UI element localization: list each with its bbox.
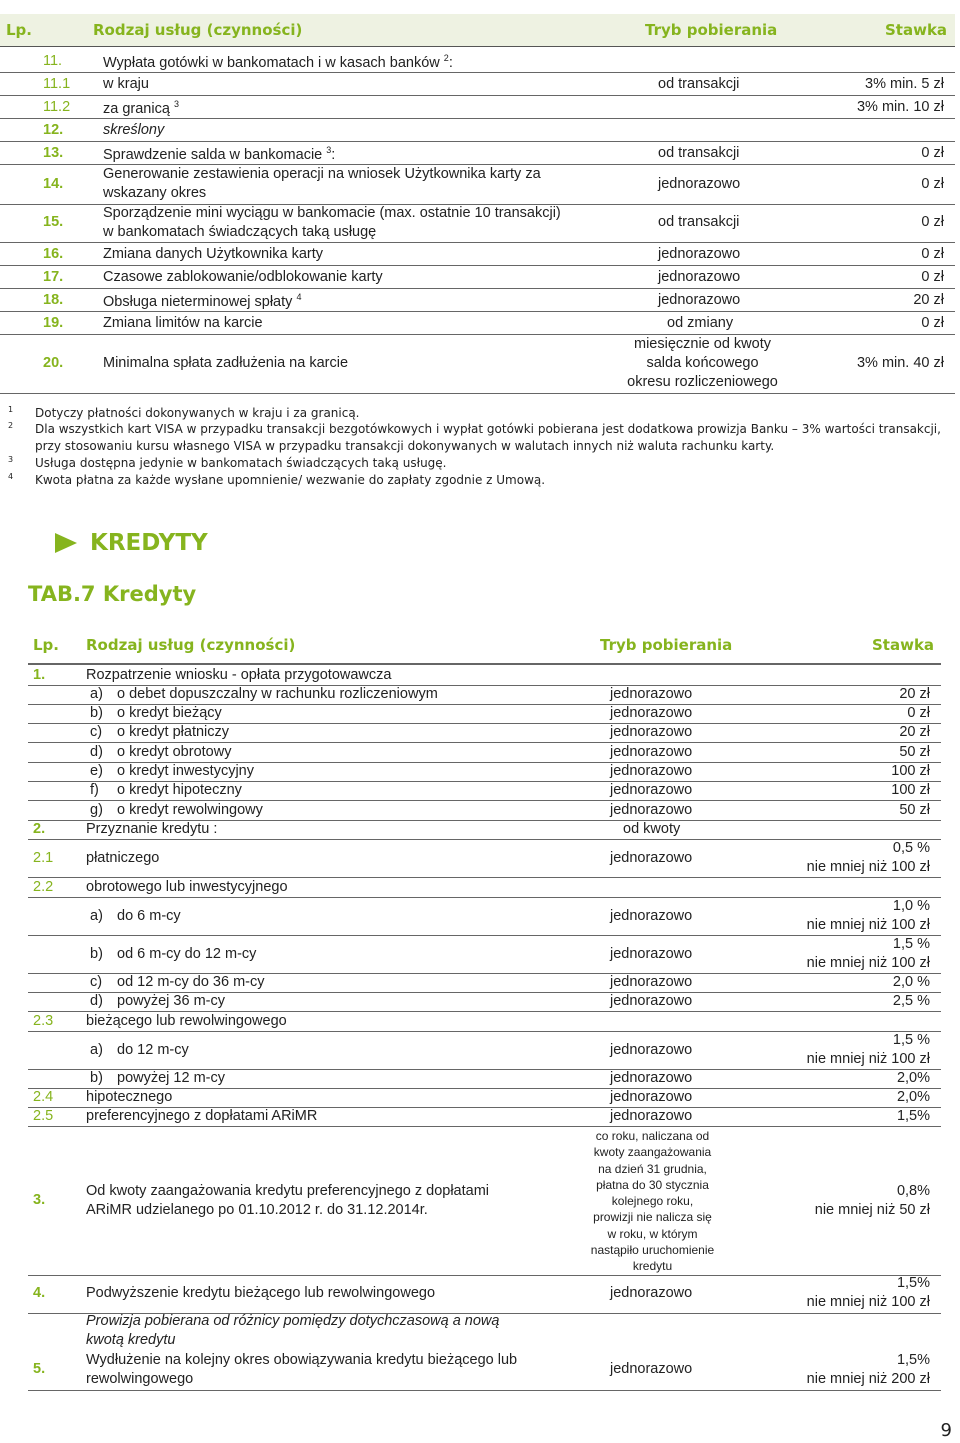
t1-header-service: Rodzaj usług (czynności) <box>93 21 303 39</box>
t2-r2-2a-rate-1: 1,0 % <box>892 898 930 914</box>
t2-r5-note-1: Prowizja pobierana od różnicy pomiędzy dotychczasową a nową <box>86 1313 500 1329</box>
t2-r2-4-rate: 2,0% <box>896 1089 930 1105</box>
t2-r3-mode-line: w roku, w którym <box>607 1226 698 1241</box>
t1-r20-mode-3: okresu rozliczeniowego <box>627 374 778 390</box>
t2-r2-3-lp: 2.3 <box>33 1013 54 1029</box>
t2-r2-2c-rate: 2,0 % <box>892 974 930 990</box>
footnote-4: Kwota płatna za każde wysłane upomnienie/ wezwanie do zapłaty zgodnie z Umową. <box>35 473 546 487</box>
t2-r2-5-lp: 2.5 <box>33 1108 54 1124</box>
t1-r18-mode: jednorazowo <box>658 292 741 308</box>
t2-r1f-rate: 100 zł <box>891 782 930 798</box>
divider <box>0 334 955 335</box>
t2-r2-1-rate-2: nie mniej niż 100 zł <box>806 859 930 875</box>
footnote-3-marker: 3 <box>8 455 14 464</box>
t2-r3-service-1: Od kwoty zaangażowania kredytu preferencyjnego z dopłatami <box>86 1183 490 1199</box>
divider <box>0 72 955 73</box>
t2-r1e-rate: 100 zł <box>891 763 930 779</box>
t2-r4-lp: 4. <box>33 1285 46 1301</box>
t1-r19-mode: od zmiany <box>667 315 734 331</box>
footnote-4-marker: 4 <box>8 472 14 481</box>
t1-r17-mode: jednorazowo <box>658 269 741 285</box>
t1-r17-rate: 0 zł <box>921 269 944 285</box>
t1-r11-2-service: za granicą $^3$ <box>103 99 179 117</box>
t2-r2-mode: od kwoty <box>623 821 681 837</box>
divider <box>0 118 955 119</box>
t2-r2-2d-service: powyżej 36 m-cy <box>117 993 225 1009</box>
t2-r2-3b-service: powyżej 12 m-cy <box>117 1070 225 1086</box>
t2-r1g-mode: jednorazowo <box>610 802 693 818</box>
t1-r16-lp: 16. <box>43 246 64 262</box>
t2-r2-3-service: bieżącego lub rewolwingowego <box>86 1013 287 1029</box>
t2-r1b-rate: 0 zł <box>907 705 930 721</box>
t2-r5-lp: 5. <box>33 1361 46 1377</box>
t2-r1e-mode: jednorazowo <box>610 763 693 779</box>
t2-header-mode: Tryb pobierania <box>600 636 733 654</box>
divider <box>28 935 941 936</box>
t2-r2-2-service: obrotowego lub inwestycyjnego <box>86 879 288 895</box>
t1-header-lp: Lp. <box>6 21 32 39</box>
t1-r16-mode: jednorazowo <box>658 246 741 262</box>
divider <box>0 164 955 165</box>
t1-r11-2-lp: 11.2 <box>43 99 71 115</box>
t2-r1a-mode: jednorazowo <box>610 686 693 702</box>
t2-r2-3a-rate-1: 1,5 % <box>892 1032 930 1048</box>
t1-r19-rate: 0 zł <box>921 315 944 331</box>
t1-r20-rate: 3% min. 40 zł <box>856 355 944 371</box>
t2-r2-lp: 2. <box>33 821 46 837</box>
t2-r1g-service: o kredyt rewolwingowy <box>117 802 263 818</box>
table-title: TAB.7 Kredyty <box>28 582 197 606</box>
divider <box>28 1011 941 1012</box>
t1-r14-service-2: wskazany okres <box>103 185 207 201</box>
t1-r13-mode: od transakcji <box>658 145 740 161</box>
footnote-2-line-2: przy stosowaniu kursu własnego VISA w przypadku transakcji dokonywanych w walutach innych niż waluta rachunku karty. <box>35 439 775 453</box>
t2-r3-mode-line: prowizji nie nalicza się <box>593 1210 712 1225</box>
t2-r1d-rate: 50 zł <box>899 744 930 760</box>
t1-r17-service: Czasowe zablokowanie/odblokowanie karty <box>103 269 383 285</box>
footnote-1-marker: 1 <box>8 405 14 414</box>
t1-r14-lp: 14. <box>43 176 64 192</box>
t1-r14-service-1: Generowanie zestawienia operacji na wniosek Użytkownika karty za <box>103 166 541 182</box>
t2-r2-1-rate-1: 0,5 % <box>892 840 930 856</box>
t2-r2-2a-mode: jednorazowo <box>610 908 693 924</box>
t2-r3-mode-line: kolejnego roku, <box>611 1194 694 1209</box>
t1-r13-lp: 13. <box>43 145 64 161</box>
t1-r18-lp: 18. <box>43 292 64 308</box>
t2-r5-service-1: Wydłużenie na kolejny okres obowiązywania kredytu bieżącego lub <box>86 1352 518 1368</box>
t2-r1g-letter: g) <box>90 802 103 818</box>
t2-r2-2b-service: od 6 m-cy do 12 m-cy <box>117 946 257 962</box>
t1-r14-rate: 0 zł <box>921 176 944 192</box>
t2-r4-mode: jednorazowo <box>610 1285 693 1301</box>
section-title: KREDYTY <box>90 530 208 556</box>
t2-r1b-letter: b) <box>90 705 103 721</box>
t2-r2-2d-letter: d) <box>90 993 103 1009</box>
t2-r2-2c-letter: c) <box>90 974 103 990</box>
footnote-2-marker: 2 <box>8 421 14 430</box>
t1-r15-service-1: Sporządzenie mini wyciągu w bankomacie (max. ostatnie 10 transakcji) <box>103 205 561 221</box>
t2-r3-mode-line: na dzień 31 grudnia, <box>598 1161 707 1176</box>
t2-r1d-service: o kredyt obrotowy <box>117 744 232 760</box>
t2-r1c-letter: c) <box>90 724 103 740</box>
footnote-3: Usługa dostępna jedynie w bankomatach świadczących taką usługę. <box>35 456 447 470</box>
t1-r19-lp: 19. <box>43 315 64 331</box>
t2-r2-4-mode: jednorazowo <box>610 1089 693 1105</box>
t2-r1c-service: o kredyt płatniczy <box>117 724 230 740</box>
t2-r1a-service: o debet dopuszczalny w rachunku rozliczeniowym <box>117 686 438 702</box>
t2-r5-mode: jednorazowo <box>610 1361 693 1377</box>
t2-r3-mode-line: nastąpiło uruchomienie <box>590 1243 715 1258</box>
t2-r2-1-mode: jednorazowo <box>610 850 693 866</box>
t2-r2-3b-mode: jednorazowo <box>610 1070 693 1086</box>
t2-header-rate: Stawka <box>872 636 935 654</box>
t2-r1f-mode: jednorazowo <box>610 782 693 798</box>
t2-r4-rate-1: 1,5% <box>896 1275 930 1291</box>
divider <box>28 877 941 878</box>
t1-r20-mode-1: miesięcznie od kwoty <box>634 336 771 352</box>
t2-r2-2d-mode: jednorazowo <box>610 993 693 1009</box>
t2-r3-service-2: ARiMR udzielanego po 01.10.2012 r. do 31.12.2014r. <box>86 1202 428 1218</box>
t2-r3-mode-line: płatna do 30 stycznia <box>596 1177 709 1192</box>
divider <box>28 1126 941 1127</box>
page-number: 9 <box>940 1420 952 1441</box>
divider <box>28 1275 941 1276</box>
t2-r2-2a-service: do 6 m-cy <box>117 908 181 924</box>
t2-r1b-mode: jednorazowo <box>610 705 693 721</box>
t2-r1c-rate: 20 zł <box>899 724 930 740</box>
t2-r1-lp: 1. <box>33 667 46 683</box>
divider <box>28 1031 941 1032</box>
t2-r5-service-2: rewolwingowego <box>86 1371 194 1387</box>
t1-r12-lp: 12. <box>43 122 64 138</box>
t2-r1f-letter: f) <box>90 782 99 798</box>
divider <box>28 897 941 898</box>
t2-r3-mode-line: co roku, naliczana od <box>595 1129 710 1143</box>
footnote-2-line-1: Dla wszystkich kart VISA w przypadku transakcji bezgotówkowych i wypłat gotówki pobierana jest dodatkowa prowizja Banku – 3% wartości transakcji, <box>35 422 941 436</box>
t2-r3-mode <box>575 1128 730 1275</box>
t1-r16-service: Zmiana danych Użytkownika karty <box>103 246 323 262</box>
t2-r3-lp: 3. <box>33 1192 46 1208</box>
t2-r1e-service: o kredyt inwestycyjny <box>117 763 254 779</box>
divider <box>0 265 955 266</box>
t2-r5-note-2: kwotą kredytu <box>86 1332 176 1348</box>
t2-r1d-letter: d) <box>90 744 103 760</box>
t2-r2-2c-service: od 12 m-cy do 36 m-cy <box>117 974 265 990</box>
t2-r2-3b-letter: b) <box>90 1070 103 1086</box>
divider <box>28 839 941 840</box>
t1-r18-service: Obsługa nieterminowej spłaty $^4$ <box>103 292 302 310</box>
divider <box>0 242 955 243</box>
t1-r15-mode: od transakcji <box>658 214 740 230</box>
t1-r13-rate: 0 zł <box>921 145 944 161</box>
t1-r11-service: Wypłata gotówki w bankomatach i w kasach banków $^2$: <box>103 53 453 71</box>
t2-r1d-mode: jednorazowo <box>610 744 693 760</box>
t2-r2-5-service: preferencyjnego z dopłatami ARiMR <box>86 1108 318 1124</box>
t1-r11-lp: 11. <box>43 53 63 69</box>
t1-r11-2-rate: 3% min. 10 zł <box>856 99 944 115</box>
t2-r2-5-mode: jednorazowo <box>610 1108 693 1124</box>
t1-r15-rate: 0 zł <box>921 214 944 230</box>
t2-r2-2b-letter: b) <box>90 946 103 962</box>
t2-r2-2b-rate-1: 1,5 % <box>892 936 930 952</box>
t2-r1f-service: o kredyt hipoteczny <box>117 782 242 798</box>
t1-r14-mode: jednorazowo <box>658 176 741 192</box>
t2-r2-2d-rate: 2,5 % <box>892 993 930 1009</box>
t2-r1-service: Rozpatrzenie wniosku - opłata przygotowawcza <box>86 667 392 683</box>
footnote-1: Dotyczy płatności dokonywanych w kraju i za granicą. <box>35 406 360 420</box>
t2-r2-4-lp: 2.4 <box>33 1089 54 1105</box>
t2-header-lp: Lp. <box>33 636 59 654</box>
t1-header-rate: Stawka <box>885 21 948 39</box>
divider <box>28 800 941 801</box>
t1-r20-mode-2: salda końcowego <box>646 355 759 371</box>
divider <box>0 311 955 312</box>
t1-r20-service: Minimalna spłata zadłużenia na karcie <box>103 355 349 371</box>
t2-r2-2c-mode: jednorazowo <box>610 974 693 990</box>
t2-r2-3a-letter: a) <box>90 1042 103 1058</box>
t2-r3-mode-line: kwoty zaangażowania <box>593 1145 712 1160</box>
t2-r2-3a-mode: jednorazowo <box>610 1042 693 1058</box>
t2-r5-rate-2: nie mniej niż 200 zł <box>806 1371 930 1387</box>
t2-r2-2a-rate-2: nie mniej niż 100 zł <box>806 917 930 933</box>
t1-header-mode: Tryb pobierania <box>645 21 778 39</box>
t1-r15-service-2: w bankomatach świadczących taką usługę <box>103 224 377 240</box>
play-arrow-icon <box>55 533 77 553</box>
t2-r3-rate-2: nie mniej niż 50 zł <box>814 1202 930 1218</box>
divider <box>28 663 941 665</box>
t2-r2-3a-service: do 12 m-cy <box>117 1042 189 1058</box>
t1-r12-service: skreślony <box>103 122 165 138</box>
t2-r5-rate-1: 1,5% <box>896 1352 930 1368</box>
t1-r11-1-mode: od transakcji <box>658 76 740 92</box>
t2-r3-rate-1: 0,8% <box>896 1183 930 1199</box>
t2-r1b-service: o kredyt bieżący <box>117 705 222 721</box>
t2-r2-5-rate: 1,5% <box>896 1108 930 1124</box>
t1-r16-rate: 0 zł <box>921 246 944 262</box>
divider <box>0 288 955 289</box>
t2-r1c-mode: jednorazowo <box>610 724 693 740</box>
divider <box>28 1390 941 1391</box>
t2-r3-mode-line: kredytu <box>632 1259 673 1274</box>
t2-r2-2b-rate-2: nie mniej niż 100 zł <box>806 955 930 971</box>
t2-r2-3b-rate: 2,0% <box>896 1070 930 1086</box>
divider <box>28 742 941 743</box>
t2-r2-1-lp: 2.1 <box>33 850 54 866</box>
t2-header-service: Rodzaj usług (czynności) <box>86 636 296 654</box>
t2-r2-1-service: płatniczego <box>86 850 160 866</box>
t2-r4-rate-2: nie mniej niż 100 zł <box>806 1294 930 1310</box>
t2-r4-service: Podwyższenie kredytu bieżącego lub rewolwingowego <box>86 1285 436 1301</box>
t2-r2-4-service: hipotecznego <box>86 1089 173 1105</box>
t1-r15-lp: 15. <box>43 214 64 230</box>
t1-r19-service: Zmiana limitów na karcie <box>103 315 263 331</box>
t1-r11-1-lp: 11.1 <box>43 76 71 92</box>
t1-r17-lp: 17. <box>43 269 64 285</box>
t2-r2-2b-mode: jednorazowo <box>610 946 693 962</box>
t1-r11-1-service: w kraju <box>103 76 149 92</box>
t1-r11-1-rate: 3% min. 5 zł <box>865 76 944 92</box>
t2-r1e-letter: e) <box>90 763 103 779</box>
t2-r2-2-lp: 2.2 <box>33 879 54 895</box>
t2-r1a-rate: 20 zł <box>899 686 930 702</box>
t1-r13-service: Sprawdzenie salda w bankomacie $^3$: <box>103 145 336 163</box>
t2-r2-2a-letter: a) <box>90 908 103 924</box>
t1-r20-lp: 20. <box>43 355 64 371</box>
t2-r2-3a-rate-2: nie mniej niż 100 zł <box>806 1051 930 1067</box>
t2-r1g-rate: 50 zł <box>899 802 930 818</box>
t1-r18-rate: 20 zł <box>913 292 944 308</box>
divider <box>0 393 955 394</box>
divider <box>0 141 955 142</box>
t2-r2-service: Przyznanie kredytu : <box>86 821 218 837</box>
t2-r1a-letter: a) <box>90 686 103 702</box>
divider <box>0 95 955 96</box>
